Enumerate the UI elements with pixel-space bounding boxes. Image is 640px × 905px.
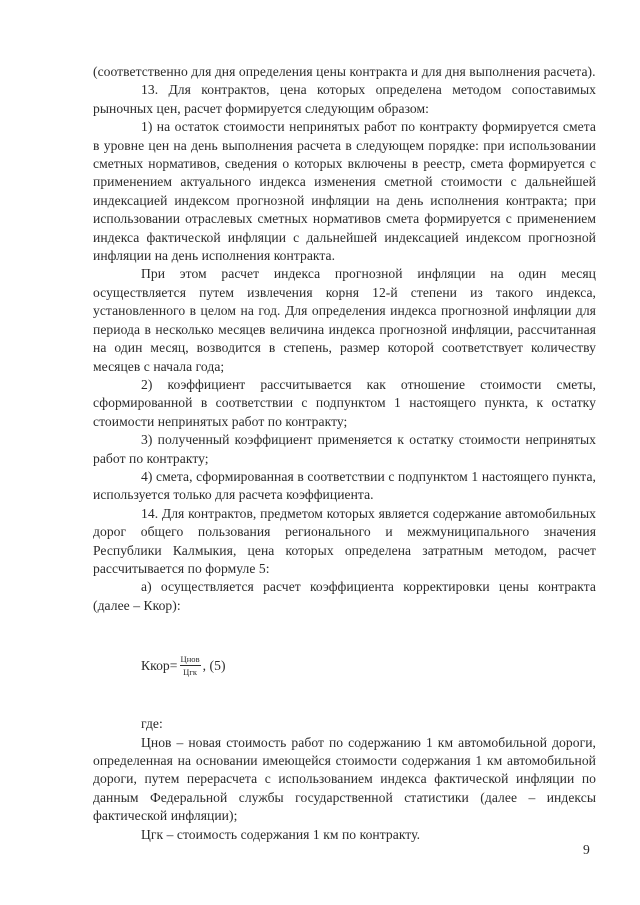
paragraph-subitem-2: 2) коэффициент рассчитывается как отношение стоимости сметы, сформированной в соответствии с подпунктом 1 настоящего пункта, к остатку стоимости непринятых работ по контракту;	[93, 376, 596, 429]
definition-tsnov: Цнов – новая стоимость работ по содержанию 1 км автомобильной дороги, определенная на основании имеющейся стоимости содержания 1 км автомобильной дороги, путем перерасчета с использованием индекса фактической инфляции по данным Федеральной службы государственной статистики (далее – индексы фактической инфляции);	[93, 734, 596, 824]
formula-fraction	[180, 654, 201, 677]
paragraph-subitem-1: 1) на остаток стоимости непринятых работ по контракту формируется смета в уровне цен на день выполнения расчета в следующем порядке: при использовании сметных нормативов, сведения о которых включены в реестр, смета формируется с применением актуального индекса изменения сметной стоимости с дальнейшей индексацией индексом прогнозной инфляции на день исполнения контракта; при использовании отраслевых сметных нормативов смета формируется с применением индекса фактической инфляции с дальнейшей индексацией индексом прогнозной инфляции на день исполнения контракта.	[93, 119, 596, 264]
formula-suffix: , (5)	[202, 657, 226, 673]
paragraph-inflation-note: При этом расчет индекса прогнозной инфляции на один месяц осуществляется путем извлечения корня 12-й степени из такого индекса, установленного в целом на год. Для определения индекса прогнозной инфляции для периода в несколько месяцев величина индекса прогнозной инфляции, рассчитанная на один месяц, возводится в степень, размер которой соответствует количеству месяцев с начала года;	[93, 266, 596, 374]
document-body	[93, 63, 596, 844]
paragraph-item-13: 13. Для контрактов, цена которых определена методом сопоставимых рыночных цен, расчет формируется следующим образом:	[93, 82, 596, 116]
paragraph-continuation: (соответственно для дня определения цены контракта и для дня выполнения расчета).	[93, 64, 596, 79]
formula-5	[141, 643, 596, 689]
paragraph-subitem-3: 3) полученный коэффициент применяется к остатку стоимости непринятых работ по контракту;	[93, 432, 596, 466]
formula-lhs: Ккор=	[141, 657, 178, 673]
definition-tsgk: Цгк – стоимость содержания 1 км по контракту.	[141, 826, 421, 842]
where-label: где:	[141, 716, 163, 732]
page-number: 9	[583, 842, 590, 857]
paragraph-subitem-a: а) осуществляется расчет коэффициента корректировки цены контракта (далее – Ккор):	[93, 579, 596, 613]
paragraph-item-14: 14. Для контрактов, предметом которых является содержание автомобильных дорог общего пользования регионального и межмуниципального значения Республики Калмыкия, цена которых определена затратным методом, расчет рассчитывается по формуле 5:	[93, 505, 596, 576]
paragraph-subitem-4: 4) смета, сформированная в соответствии с подпунктом 1 настоящего пункта, используется только для расчета коэффициента.	[93, 468, 596, 503]
formula-numerator: Цнов	[180, 653, 200, 664]
formula-denominator: Цгк	[183, 666, 198, 677]
